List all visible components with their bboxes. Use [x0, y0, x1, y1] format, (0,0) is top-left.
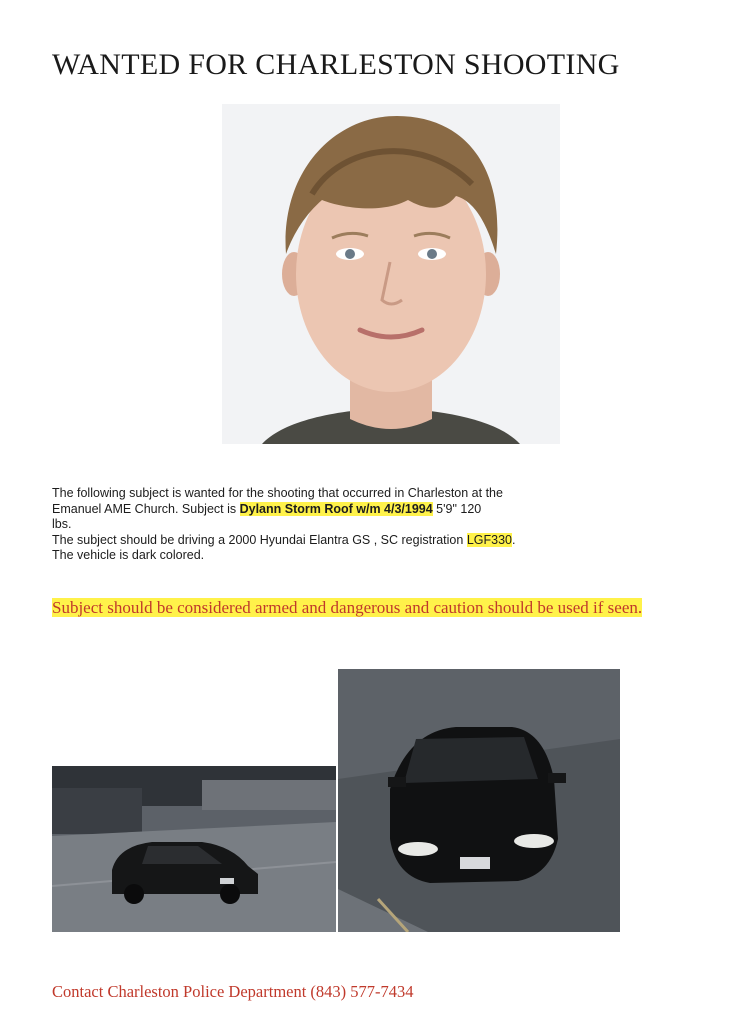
- suspect-name-highlight: Dylann Storm Roof w/m 4/3/1994: [239, 501, 433, 516]
- suspect-photo: [222, 104, 560, 444]
- vehicle-description: The subject should be driving a 2000 Hyundai Elantra GS , SC registration: [52, 532, 467, 547]
- description-line-2-start: Emanuel AME Church. Subject is: [52, 501, 240, 516]
- description-line-2: [52, 502, 712, 518]
- description-line-1: The following subject is wanted for the shooting that occurred in Charleston at the: [52, 486, 503, 500]
- suspect-photo-illustration: [222, 104, 560, 444]
- surveillance-image-close: [338, 669, 620, 932]
- description-line-4: [52, 533, 712, 549]
- poster-title: WANTED FOR CHARLESTON SHOOTING: [52, 48, 620, 81]
- subject-description: [52, 486, 712, 564]
- description-line-5: The vehicle is dark colored.: [52, 548, 205, 562]
- surveillance-image-wide: [52, 766, 336, 932]
- description-line-2-end: 5'9" 120: [432, 501, 482, 516]
- contact-info: Contact Charleston Police Department (843) 577-7434: [52, 982, 414, 1001]
- warning-notice: [52, 596, 692, 620]
- vehicle-description-end: .: [512, 532, 516, 547]
- car-front-photo: [338, 669, 620, 932]
- description-line-3: lbs.: [52, 517, 72, 531]
- warning-text: Subject should be considered armed and dangerous and caution should be used if seen.: [52, 598, 643, 617]
- car-side-photo: [52, 766, 336, 932]
- plate-highlight: LGF330: [466, 532, 512, 547]
